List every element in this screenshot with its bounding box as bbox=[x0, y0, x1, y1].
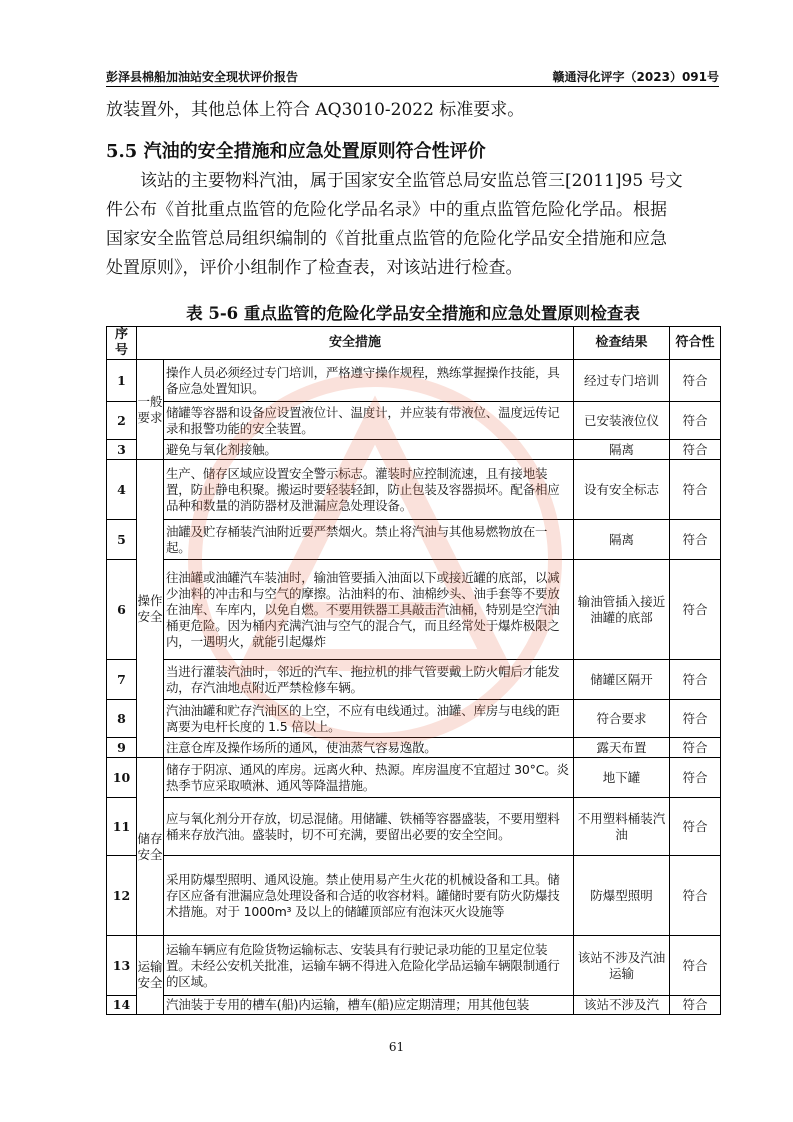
row-number: 9 bbox=[107, 738, 137, 758]
table-row bbox=[107, 402, 721, 440]
row-result: 不用塑料桶装汽油 bbox=[574, 798, 670, 856]
row-number: 7 bbox=[107, 660, 137, 700]
row-result: 隔离 bbox=[574, 440, 670, 460]
table-row bbox=[107, 738, 721, 758]
row-measure: 应与氧化剂分开存放，切忌混储。用储罐、铁桶等容器盛装，不要用塑料桶来存放汽油。盛装时，切不可充满，要留出必要的安全空间。 bbox=[164, 798, 574, 856]
table-row bbox=[107, 856, 721, 936]
row-conform: 符合 bbox=[670, 560, 721, 660]
row-measure: 往油罐或油罐汽车装油时，输油管要插入油面以下或接近罐的底部，以减少油料的冲击和与空气的摩擦。沾油料的布、油棉纱头、油手套等不要放在油库、车库内，以免自燃。不要用铁器工具敲击汽油桶，特别是空汽油桶更危险。因为桶内充满汽油与空气的混合气，而且经常处于爆炸极限之内，一遇明火，就能引起爆炸 bbox=[164, 560, 574, 660]
row-conform: 符合 bbox=[670, 520, 721, 560]
row-measure: 生产、储存区域应设置安全警示标志。灌装时应控制流速，且有接地装置，防止静电积聚。搬运时要轻装轻卸，防止包装及容器损坏。配备相应品种和数量的消防器材及泄漏应急处理设备。 bbox=[164, 460, 574, 520]
table-row bbox=[107, 520, 721, 560]
table-row bbox=[107, 460, 721, 520]
row-conform: 符合 bbox=[670, 660, 721, 700]
section-title: 5.5 汽油的安全措施和应急处置原则符合性评价 bbox=[106, 141, 486, 162]
check-table bbox=[106, 326, 721, 1015]
row-result: 该站不涉及汽 bbox=[574, 996, 670, 1015]
row-measure: 储存于阴凉、通风的库房。远离火种、热源。库房温度不宜超过 30°C。炎热季节应采取喷淋、通风等降温措施。 bbox=[164, 758, 574, 798]
row-measure: 运输车辆应有危险货物运输标志、安装具有行驶记录功能的卫星定位装置。未经公安机关批准，运输车辆不得进入危险化学品运输车辆限制通行的区域。 bbox=[164, 936, 574, 996]
table-caption: 表 5-6 重点监管的危险化学品安全措施和应急处置原则检查表 bbox=[186, 304, 640, 323]
row-conform: 符合 bbox=[670, 758, 721, 798]
header-result: 检查结果 bbox=[574, 327, 670, 360]
row-result: 输油管插入接近油罐的底部 bbox=[574, 560, 670, 660]
header-no: 序号 bbox=[107, 327, 137, 360]
row-result: 设有安全标志 bbox=[574, 460, 670, 520]
row-conform: 符合 bbox=[670, 460, 721, 520]
paragraph-line: 该站的主要物料汽油，属于国家安全监管总局安监总管三[2011]95 号文 bbox=[140, 171, 683, 191]
row-result: 该站不涉及汽油运输 bbox=[574, 936, 670, 996]
row-number: 5 bbox=[107, 520, 137, 560]
header-report-title: 彭泽县棉船加油站安全现状评价报告 bbox=[106, 70, 299, 84]
row-measure: 汽油装于专用的槽车(船)内运输，槽车(船)应定期清理；用其他包装 bbox=[164, 996, 574, 1015]
row-result: 经过专门培训 bbox=[574, 360, 670, 402]
row-number: 10 bbox=[107, 758, 137, 798]
category-storage: 储存安全 bbox=[137, 758, 164, 936]
row-measure: 采用防爆型照明、通风设施。禁止使用易产生火花的机械设备和工具。储存区应备有泄漏应急处理设备和合适的收容材料。罐储时要有防火防爆技术措施。对于 1000m³ 及以上的储罐顶部应有泡沫灭火设施等 bbox=[164, 856, 574, 936]
body-paragraph bbox=[106, 167, 720, 283]
row-measure: 注意仓库及操作场所的通风，使油蒸气容易逸散。 bbox=[164, 738, 574, 758]
row-conform: 符合 bbox=[670, 402, 721, 440]
row-conform: 符合 bbox=[670, 738, 721, 758]
row-measure: 当进行灌装汽油时，邻近的汽车、拖拉机的排气管要戴上防火帽后才能发动，存汽油地点附近严禁检修车辆。 bbox=[164, 660, 574, 700]
paragraph-line: 件公布《首批重点监管的危险化学品名录》中的重点监管危险化学品。根据 bbox=[106, 200, 667, 220]
table-header-row bbox=[107, 327, 721, 360]
row-number: 4 bbox=[107, 460, 137, 520]
row-measure: 避免与氧化剂接触。 bbox=[164, 440, 574, 460]
row-result: 露天布置 bbox=[574, 738, 670, 758]
row-number: 14 bbox=[107, 996, 137, 1015]
row-conform: 符合 bbox=[670, 360, 721, 402]
paragraph-line: 处置原则》，评价小组制作了检查表，对该站进行检查。 bbox=[106, 258, 523, 278]
row-number: 13 bbox=[107, 936, 137, 996]
category-general: 一般要求 bbox=[137, 360, 164, 460]
table-row bbox=[107, 936, 721, 996]
table-row bbox=[107, 798, 721, 856]
row-conform: 符合 bbox=[670, 996, 721, 1015]
row-result: 已安装液位仪 bbox=[574, 402, 670, 440]
row-number: 11 bbox=[107, 798, 137, 856]
row-number: 1 bbox=[107, 360, 137, 402]
table-row bbox=[107, 758, 721, 798]
row-result: 储罐区隔开 bbox=[574, 660, 670, 700]
row-conform: 符合 bbox=[670, 798, 721, 856]
row-result: 防爆型照明 bbox=[574, 856, 670, 936]
table-row bbox=[107, 440, 721, 460]
header-measure: 安全措施 bbox=[137, 327, 574, 360]
row-result: 隔离 bbox=[574, 520, 670, 560]
row-conform: 符合 bbox=[670, 700, 721, 738]
row-conform: 符合 bbox=[670, 936, 721, 996]
row-number: 6 bbox=[107, 560, 137, 660]
row-number: 3 bbox=[107, 440, 137, 460]
intro-line: 放装置外，其他总体上符合 AQ3010-2022 标准要求。 bbox=[106, 100, 525, 120]
row-measure: 汽油油罐和贮存汽油区的上空，不应有电线通过。油罐、库房与电线的距离要为电杆长度的 1.5 倍以上。 bbox=[164, 700, 574, 738]
row-result: 地下罐 bbox=[574, 758, 670, 798]
paragraph-line: 国家安全监管总局组织编制的《首批重点监管的危险化学品安全措施和应急 bbox=[106, 229, 667, 249]
category-transport: 运输安全 bbox=[137, 936, 164, 1015]
row-measure: 油罐及贮存桶装汽油附近要严禁烟火。禁止将汽油与其他易燃物放在一起。 bbox=[164, 520, 574, 560]
row-number: 8 bbox=[107, 700, 137, 738]
table-row bbox=[107, 996, 721, 1015]
row-measure: 储罐等容器和设备应设置液位计、温度计，并应装有带液位、温度远传记录和报警功能的安全装置。 bbox=[164, 402, 574, 440]
row-number: 2 bbox=[107, 402, 137, 440]
header-report-number: 赣通浔化评字（2023）091号 bbox=[552, 70, 719, 84]
table-row bbox=[107, 700, 721, 738]
header-conform: 符合性 bbox=[670, 327, 721, 360]
table-row bbox=[107, 560, 721, 660]
page-header bbox=[106, 66, 719, 87]
row-number: 12 bbox=[107, 856, 137, 936]
row-result: 符合要求 bbox=[574, 700, 670, 738]
row-measure: 操作人员必须经过专门培训，严格遵守操作规程，熟练掌握操作技能，具备应急处置知识。 bbox=[164, 360, 574, 402]
row-conform: 符合 bbox=[670, 440, 721, 460]
page-number: 61 bbox=[388, 1040, 405, 1054]
table-row bbox=[107, 360, 721, 402]
category-operation: 操作安全 bbox=[137, 460, 164, 758]
row-conform: 符合 bbox=[670, 856, 721, 936]
table-row bbox=[107, 660, 721, 700]
